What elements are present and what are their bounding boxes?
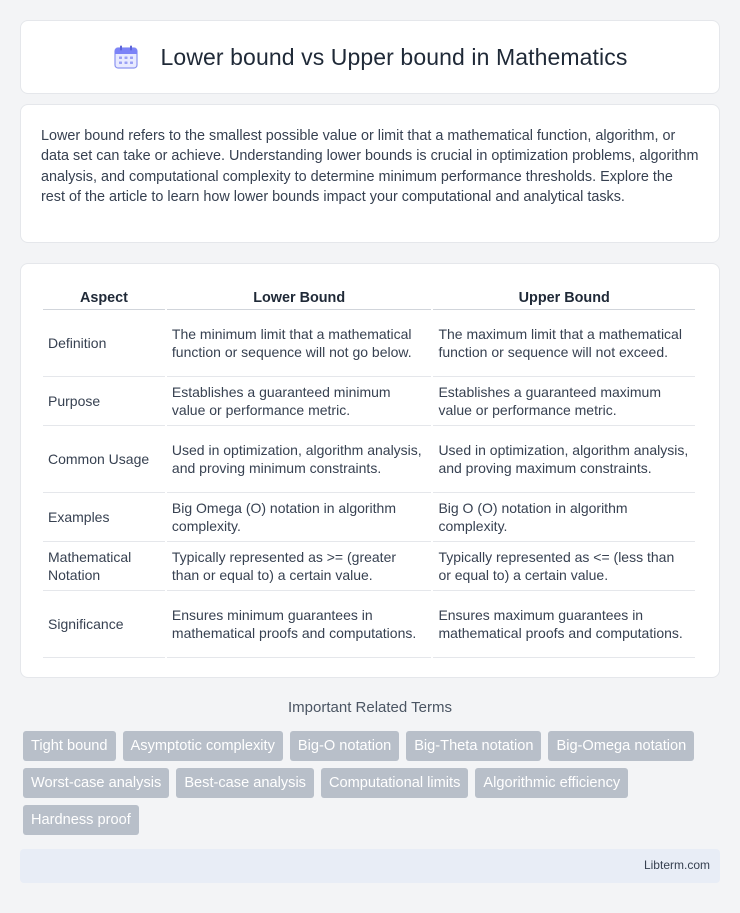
cell-lower: The minimum limit that a mathematical function or sequence will not go below. [167, 310, 432, 377]
intro-paragraph: Lower bound refers to the smallest possible value or limit that a mathematical function, algorithm, or data set can take or achieve. Understanding lower bounds is crucial in optimization problems, algorithm analysis, and computational complexity to determine minimum performance thresholds. Explore the rest of the article to learn how lower bounds impact your computational and analytical tasks. [41, 128, 699, 205]
table-row [43, 426, 695, 493]
related-term-tag[interactable]: Worst-case analysis [23, 768, 169, 798]
cell-lower: Typically represented as >= (greater than or equal to) a certain value. [167, 542, 432, 591]
cell-upper: Establishes a guaranteed maximum value or performance metric. [433, 377, 695, 426]
cell-upper: The maximum limit that a mathematical function or sequence will not exceed. [433, 310, 695, 377]
cell-aspect: Common Usage [43, 426, 165, 493]
cell-aspect: Significance [43, 591, 165, 658]
cell-aspect: Purpose [43, 377, 165, 426]
header-card [20, 20, 720, 94]
cell-lower: Used in optimization, algorithm analysis, and proving minimum constraints. [167, 426, 432, 493]
related-term-tag[interactable]: Big-Omega notation [548, 731, 694, 761]
cell-lower: Ensures minimum guarantees in mathematical proofs and computations. [167, 591, 432, 658]
cell-aspect: Definition [43, 310, 165, 377]
cell-upper: Typically represented as <= (less than or equal to) a certain value. [433, 542, 695, 591]
cell-lower: Big Omega (O) notation in algorithm complexity. [167, 493, 432, 542]
intro-card [20, 104, 720, 243]
related-term-tag[interactable]: Algorithmic efficiency [475, 768, 628, 798]
related-term-tag[interactable]: Big-O notation [290, 731, 399, 761]
cell-lower: Establishes a guaranteed minimum value or performance metric. [167, 377, 432, 426]
cell-aspect: Mathematical Notation [43, 542, 165, 591]
table-row [43, 591, 695, 658]
cell-aspect: Examples [43, 493, 165, 542]
table-header-row [43, 284, 695, 310]
header-aspect: Aspect [43, 284, 165, 310]
related-term-tag[interactable]: Asymptotic complexity [123, 731, 283, 761]
related-term-tag[interactable]: Big-Theta notation [406, 731, 541, 761]
cell-upper: Ensures maximum guarantees in mathematical proofs and computations. [433, 591, 695, 658]
table-row [43, 542, 695, 591]
comparison-table-card [20, 263, 720, 678]
footer-site-link[interactable]: Libterm.com [643, 858, 710, 872]
header-lower-bound: Lower Bound [167, 284, 432, 310]
table-row [43, 310, 695, 377]
related-term-tag[interactable]: Tight bound [23, 731, 116, 761]
calendar-icon [113, 44, 139, 70]
related-term-tag[interactable]: Hardness proof [23, 805, 139, 835]
footer [20, 849, 720, 883]
related-term-tag[interactable]: Computational limits [321, 768, 468, 798]
cell-upper: Big O (O) notation in algorithm complexity. [433, 493, 695, 542]
table-row [43, 493, 695, 542]
page-title: Lower bound vs Upper bound in Mathematics [160, 43, 628, 70]
related-terms-list [23, 731, 723, 835]
cell-upper: Used in optimization, algorithm analysis, and proving maximum constraints. [433, 426, 695, 493]
table-row [43, 377, 695, 426]
comparison-table [41, 284, 697, 658]
related-terms-title: Important Related Terms [288, 699, 452, 716]
related-term-tag[interactable]: Best-case analysis [176, 768, 314, 798]
header-upper-bound: Upper Bound [433, 284, 695, 310]
